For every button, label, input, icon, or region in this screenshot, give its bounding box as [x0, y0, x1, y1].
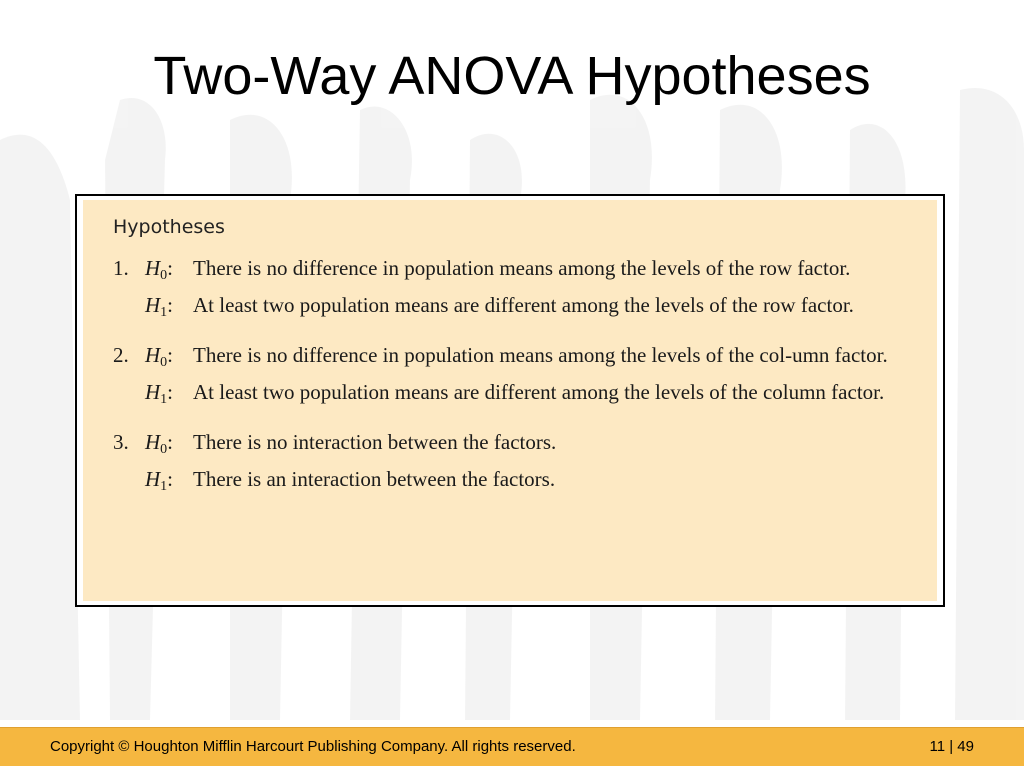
panel-heading: Hypotheses	[113, 216, 225, 238]
item-number: 3.	[113, 430, 129, 454]
item-number: 1.	[113, 256, 129, 280]
h1-label: $H_1$:	[145, 292, 174, 320]
page-number: 11 | 49	[929, 738, 974, 755]
copyright-notice: Copyright © Houghton Mifflin Harcourt Publishing Company. All rights reserved.	[50, 738, 576, 755]
h1-text: At least two population means are different among the levels of the column factor.	[193, 379, 885, 404]
h1-label: $H_1$:	[145, 379, 174, 407]
h0-text: There is no difference in population means among the levels of the col-umn factor.	[193, 343, 888, 367]
h0-text: There is no interaction between the factors.	[193, 430, 557, 454]
slide-title: Two-Way ANOVA Hypotheses	[153, 46, 871, 106]
hypotheses-figure	[75, 194, 945, 607]
hypothesis-item-1	[113, 254, 907, 327]
h0-label: $H_0$:	[145, 343, 174, 370]
hypotheses-panel	[83, 200, 937, 601]
footer-bar	[0, 727, 1024, 766]
hypothesis-item-3	[113, 428, 907, 501]
item-number: 2.	[113, 343, 129, 367]
h0-label: $H_0$:	[145, 256, 174, 283]
h1-text: At least two population means are different among the levels of the row factor.	[193, 292, 854, 317]
h0-text: There is no difference in population means among the levels of the row factor.	[193, 256, 851, 280]
h1-label: $H_1$:	[145, 466, 174, 494]
h1-text: There is an interaction between the factors.	[193, 466, 556, 491]
hypothesis-item-2	[113, 341, 907, 414]
h0-label: $H_0$:	[145, 430, 174, 457]
